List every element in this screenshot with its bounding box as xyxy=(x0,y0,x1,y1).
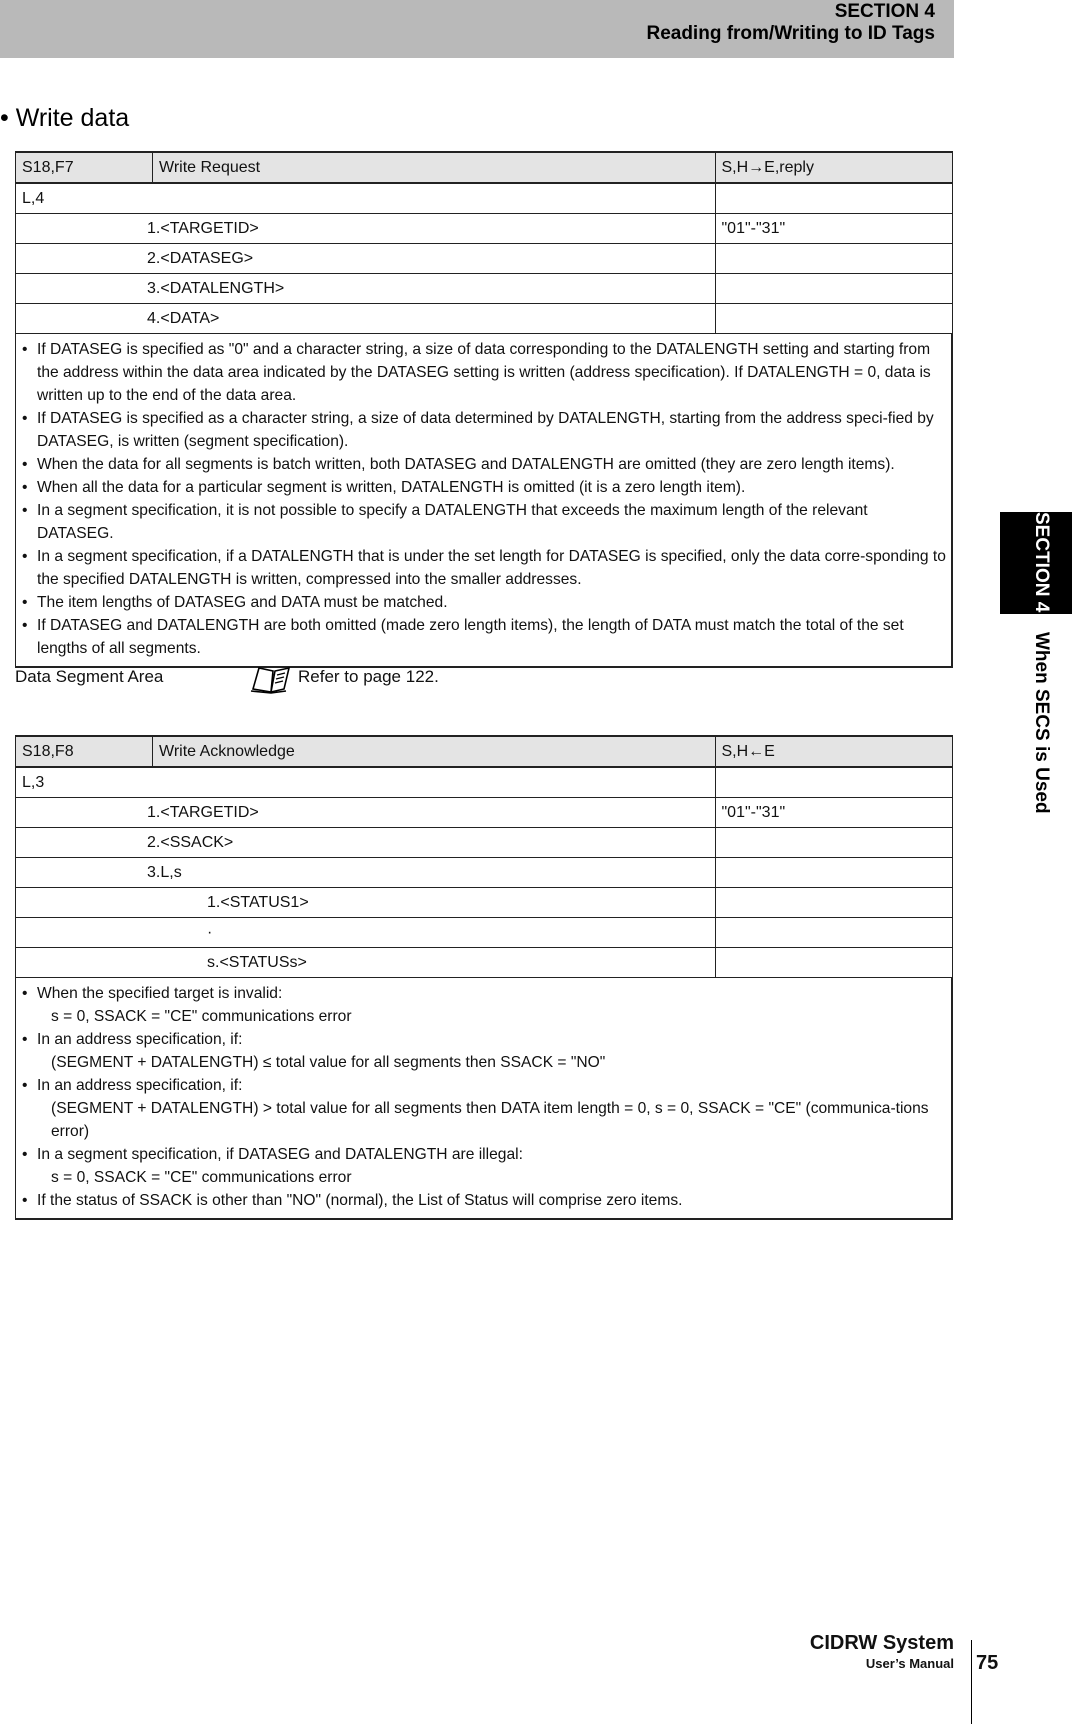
item-cell: 1.<TARGETID> xyxy=(16,798,716,828)
item-cell: L,4 xyxy=(16,183,716,214)
value-cell xyxy=(715,304,952,334)
note-item xyxy=(20,982,947,1028)
table-row xyxy=(16,274,953,304)
table-row xyxy=(16,798,953,828)
table-row xyxy=(16,767,953,798)
table-row xyxy=(16,918,953,948)
notes-row xyxy=(16,978,953,1220)
note-item xyxy=(20,1028,947,1074)
note-item: • In a segment specification, if a DATALENGTH that is under the set length for DATASEG is specified, only the data corre-sponding to the specified DATALENGTH is written, compressed into the smaller addresses. xyxy=(20,545,947,591)
note-text: In an address specification, if: xyxy=(37,1077,243,1094)
footer-subtitle: User’s Manual xyxy=(865,1656,954,1671)
footer-divider xyxy=(971,1640,972,1724)
value-cell xyxy=(715,948,952,978)
note-item: • In a segment specification, it is not possible to specify a DATALENGTH that exceeds the maximum length of the relevant DATASEG. xyxy=(20,499,947,545)
value-cell: "01"-"31" xyxy=(715,798,952,828)
book-icon xyxy=(248,663,294,700)
section-label: SECTION 4 xyxy=(834,1,935,22)
footer-product: CIDRW System xyxy=(809,1632,954,1654)
notes-row xyxy=(16,334,953,668)
value-cell xyxy=(715,888,952,918)
message-code: S18,F8 xyxy=(16,736,153,767)
write-acknowledge-table xyxy=(15,735,953,1220)
table-header-row xyxy=(16,736,953,767)
note-text: When the specified target is invalid: xyxy=(37,985,283,1002)
section-title: Reading from/Writing to ID Tags xyxy=(646,23,935,44)
note-item xyxy=(20,1143,947,1189)
value-cell xyxy=(715,183,952,214)
value-cell xyxy=(715,828,952,858)
item-cell: 1.<STATUS1> xyxy=(16,888,716,918)
section-header xyxy=(0,0,954,58)
note-item: • If DATASEG is specified as a character string, a size of data determined by DATALENGTH, starting from the address speci-fied by DATASEG, is written (segment specification). xyxy=(20,407,947,453)
message-name: Write Request xyxy=(153,152,716,183)
item-cell: s.<STATUSs> xyxy=(16,948,716,978)
table-row xyxy=(16,244,953,274)
table-row xyxy=(16,888,953,918)
note-item: • The item lengths of DATASEG and DATA must be matched. xyxy=(20,591,947,614)
notes-list xyxy=(20,338,947,660)
side-tab-section: SECTION 4 xyxy=(1031,512,1052,613)
write-request-table xyxy=(15,151,953,668)
note-subtext: s = 0, SSACK = "CE" communications error xyxy=(51,1169,352,1186)
side-tab-title: When SECS is Used xyxy=(1031,631,1052,814)
message-code: S18,F7 xyxy=(16,152,153,183)
table-row xyxy=(16,948,953,978)
table-header-row xyxy=(16,152,953,183)
item-cell: · xyxy=(16,918,716,948)
side-tab-text xyxy=(1030,512,1052,813)
note-text: If the status of SSACK is other than "NO" (normal), the List of Status will comprise zero items. xyxy=(37,1192,683,1209)
note-item: • If DATASEG is specified as "0" and a character string, a size of data corresponding to the DATALENGTH setting and starting from the address within the data area indicated by the DATASEG setting is written (address specification). If DATALENGTH = 0, data is written up to the end of the data area. xyxy=(20,338,947,407)
note-item xyxy=(20,1074,947,1143)
value-cell xyxy=(715,274,952,304)
reference-label: Data Segment Area xyxy=(15,667,164,686)
item-cell: 2.<DATASEG> xyxy=(16,244,716,274)
item-cell: 2.<SSACK> xyxy=(16,828,716,858)
note-item: • When the data for all segments is batch written, both DATASEG and DATALENGTH are omitted (they are zero length items). xyxy=(20,453,947,476)
item-cell: 4.<DATA> xyxy=(16,304,716,334)
message-direction: S,H←E xyxy=(715,736,952,767)
table-row xyxy=(16,214,953,244)
message-name: Write Acknowledge xyxy=(153,736,716,767)
note-subtext: (SEGMENT + DATALENGTH) > total value for all segments then DATA item length = 0, s = 0, SSACK = "CE" (communica-tions error) xyxy=(51,1100,929,1140)
note-text: In an address specification, if: xyxy=(37,1031,243,1048)
value-cell: "01"-"31" xyxy=(715,214,952,244)
note-subtext: (SEGMENT + DATALENGTH) ≤ total value for all segments then SSACK = "NO" xyxy=(51,1054,606,1071)
item-cell: 3.L,s xyxy=(16,858,716,888)
table-row xyxy=(16,828,953,858)
value-cell xyxy=(715,767,952,798)
page-heading: • Write data xyxy=(0,104,130,132)
value-cell xyxy=(715,244,952,274)
note-item: • When all the data for a particular segment is written, DATALENGTH is omitted (it is a zero length item). xyxy=(20,476,947,499)
item-cell: 3.<DATALENGTH> xyxy=(16,274,716,304)
reference-text: Refer to page 122. xyxy=(298,667,439,686)
note-item xyxy=(20,1189,947,1212)
table-row xyxy=(16,858,953,888)
note-item: • If DATASEG and DATALENGTH are both omitted (made zero length items), the length of DATA must match the total of the set lengths of all segments. xyxy=(20,614,947,660)
note-subtext: s = 0, SSACK = "CE" communications error xyxy=(51,1008,352,1025)
value-cell xyxy=(715,858,952,888)
notes-cell xyxy=(16,334,953,668)
table-row xyxy=(16,183,953,214)
item-cell: 1.<TARGETID> xyxy=(16,214,716,244)
note-text: In a segment specification, if DATASEG and DATALENGTH are illegal: xyxy=(37,1146,523,1163)
footer-brand xyxy=(810,1632,954,1671)
table-row xyxy=(16,304,953,334)
value-cell xyxy=(715,918,952,948)
notes-cell xyxy=(16,978,953,1220)
notes-list xyxy=(20,982,947,1212)
page-number: 75 xyxy=(976,1652,999,1674)
item-cell: L,3 xyxy=(16,767,716,798)
message-direction: S,H→E,reply xyxy=(715,152,952,183)
